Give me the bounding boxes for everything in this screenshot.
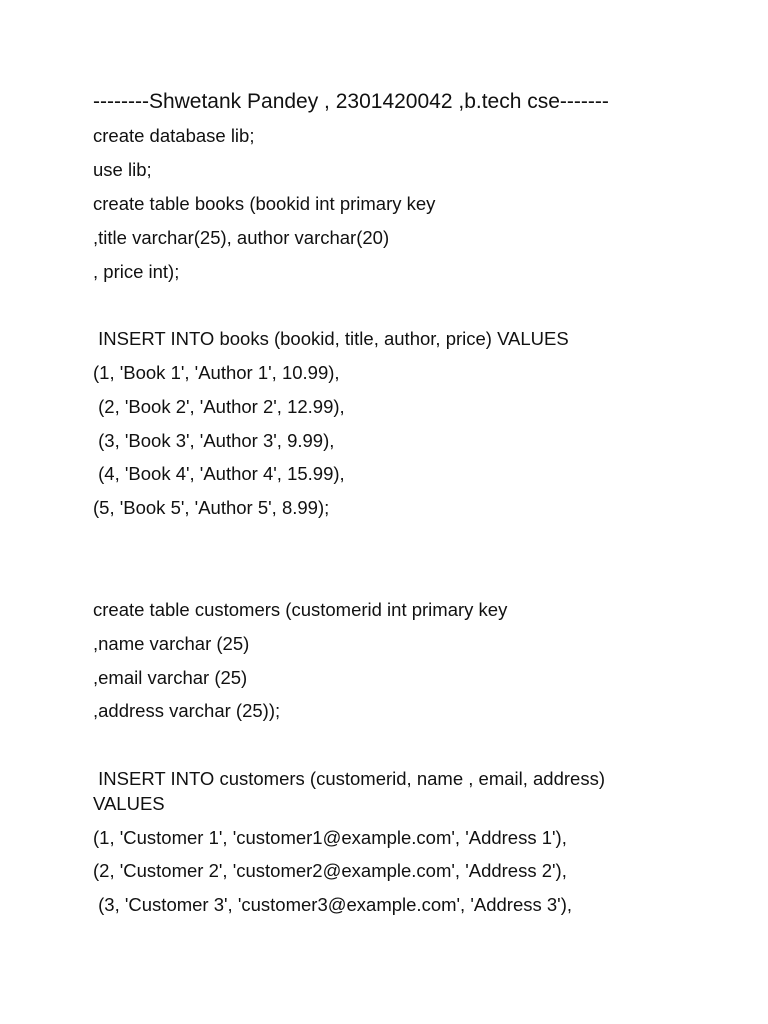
code-line: ,name varchar (25) (93, 633, 250, 654)
code-line: ,address varchar (25)); (93, 700, 281, 721)
code-line: ,title varchar(25), author varchar(20) (93, 227, 390, 248)
code-line: create table books (bookid int primary key (93, 193, 436, 214)
code-line: (5, 'Book 5', 'Author 5', 8.99); (93, 497, 330, 518)
code-line: INSERT INTO books (bookid, title, author, price) VALUES (93, 328, 569, 349)
code-line: (3, 'Customer 3', 'customer3@example.com', 'Address 3'), (93, 894, 572, 915)
code-line: ,email varchar (25) (93, 667, 248, 688)
code-line: VALUES (93, 793, 165, 814)
code-line: (1, 'Book 1', 'Author 1', 10.99), (93, 362, 340, 383)
code-line: create database lib; (93, 125, 255, 146)
code-line: create table customers (customerid int primary key (93, 599, 508, 620)
document-heading: --------Shwetank Pandey , 2301420042 ,b.tech cse------- (93, 90, 609, 113)
code-line: use lib; (93, 159, 152, 180)
code-line: (4, 'Book 4', 'Author 4', 15.99), (93, 463, 345, 484)
code-line: (3, 'Book 3', 'Author 3', 9.99), (93, 430, 335, 451)
code-line: (2, 'Customer 2', 'customer2@example.com', 'Address 2'), (93, 860, 567, 881)
code-line: (2, 'Book 2', 'Author 2', 12.99), (93, 396, 345, 417)
code-line: , price int); (93, 261, 180, 282)
code-line: (1, 'Customer 1', 'customer1@example.com', 'Address 1'), (93, 827, 567, 848)
code-line: INSERT INTO customers (customerid, name , email, address) (93, 768, 605, 789)
